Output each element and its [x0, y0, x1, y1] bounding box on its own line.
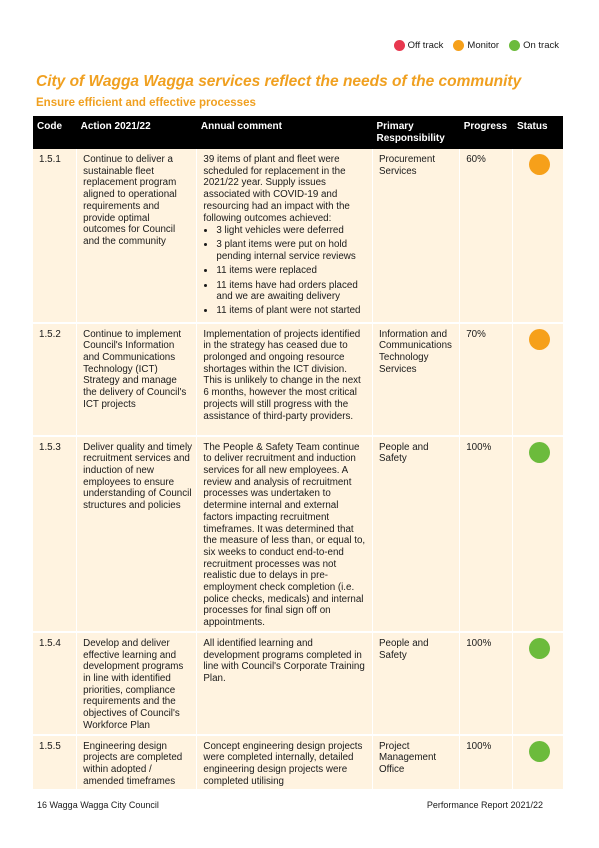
row-responsibility: Project Management Office: [372, 735, 459, 791]
legend-off-track: [394, 40, 444, 51]
row-status: [513, 323, 563, 436]
row-action: Develop and deliver effective learning and development programs in line with identified priorities, compliance requirements and the objectives of Council's Workforce Plan: [77, 632, 197, 735]
legend-on-track: [509, 40, 559, 51]
legend-on-track-label: On track: [523, 40, 559, 51]
row-responsibility: People and Safety: [372, 436, 459, 632]
row-status: [513, 632, 563, 735]
status-indicator-icon: [529, 329, 550, 350]
header-comment: Annual comment: [197, 116, 373, 149]
legend-monitor: [453, 40, 499, 51]
table-row: [33, 149, 563, 323]
header-code: Code: [33, 116, 77, 149]
footer-report-title: Performance Report 2021/22: [426, 800, 543, 810]
row-status: [513, 436, 563, 632]
status-indicator-icon: [529, 154, 550, 175]
row-comment: Concept engineering design projects were completed internally, detailed engineering design projects were completed utilising: [197, 735, 373, 791]
row-action: Deliver quality and timely recruitment services and induction of new employees to ensure understanding of Council structures and policies: [77, 436, 197, 632]
list-item: • 11 items of plant were not started: [216, 305, 368, 317]
list-item: • 11 items have had orders placed and we are awaiting delivery: [216, 280, 368, 303]
monitor-dot-icon: [453, 40, 464, 51]
row-code: 1.5.2: [33, 323, 77, 436]
row-responsibility: People and Safety: [372, 632, 459, 735]
row-progress: 100%: [460, 436, 513, 632]
row-comment: All identified learning and development programs completed in line with Council's Corporate Training Plan.: [197, 632, 373, 735]
header-status: Status: [513, 116, 563, 149]
status-legend: [394, 40, 559, 51]
page-heading: City of Wagga Wagga services reflect the needs of the community: [36, 73, 522, 90]
legend-off-track-label: Off track: [407, 40, 444, 51]
table-row: [33, 735, 563, 791]
status-indicator-icon: [529, 442, 550, 463]
row-comment: The People & Safety Team continue to deliver recruitment and induction services for all new employees. A review and analysis of recruitment processes was undertaken to determine internal and external factors impacting recruitment timeframes. It was determined that the measure of less than, or equal to, six weeks to conduct end-to-end recruitment processes was not realistic due to delays in pre-employment check completion (i.e. police checks, medicals) and internal processes for final sign off on appointments.: [197, 436, 373, 632]
row-comment-text: 39 items of plant and fleet were scheduled for replacement in the 2021/22 year. Supply issues associated with COVID-19 and resourcing had an impact with the following outcomes achieved:: [203, 154, 350, 224]
table-row: [33, 632, 563, 735]
table-row: [33, 323, 563, 436]
row-comment: [197, 149, 373, 323]
row-code: 1.5.1: [33, 149, 77, 323]
row-progress: 100%: [460, 632, 513, 735]
actions-table: [33, 116, 563, 791]
legend-monitor-label: Monitor: [467, 40, 500, 51]
table-row: [33, 436, 563, 632]
row-progress: 100%: [460, 735, 513, 791]
list-item: • 11 items were replaced: [216, 265, 368, 277]
off-track-dot-icon: [394, 40, 405, 51]
page-subheading: Ensure efficient and effective processes: [36, 97, 256, 109]
row-action: Engineering design projects are completed within adopted / amended timeframes: [77, 735, 197, 791]
row-responsibility: Information and Communications Technology Services: [372, 323, 459, 436]
on-track-dot-icon: [509, 40, 520, 51]
comment-bullet-list: [203, 225, 368, 317]
header-progress: Progress: [460, 116, 513, 149]
footer-page-label: 16 Wagga Wagga City Council: [37, 800, 159, 810]
header-responsibility: Primary Responsibility: [372, 116, 459, 149]
row-code: 1.5.5: [33, 735, 77, 791]
list-item: • 3 light vehicles were deferred: [216, 225, 368, 237]
status-indicator-icon: [529, 741, 550, 762]
row-progress: 60%: [460, 149, 513, 323]
header-action: Action 2021/22: [77, 116, 197, 149]
row-progress: 70%: [460, 323, 513, 436]
row-code: 1.5.4: [33, 632, 77, 735]
row-status: [513, 149, 563, 323]
status-indicator-icon: [529, 638, 550, 659]
row-code: 1.5.3: [33, 436, 77, 632]
list-item: • 3 plant items were put on hold pending internal service reviews: [216, 239, 368, 262]
row-comment: Implementation of projects identified in the strategy has ceased due to prolonged and ongoing resource shortages within the ICT division. This is unlikely to change in the next 6 months, however the most critical projects will still progress with the assistance of third-party providers.: [197, 323, 373, 436]
row-action: Continue to implement Council's Information and Communications Technology (ICT) Strategy and manage the delivery of Council's ICT projects: [77, 323, 197, 436]
row-action: Continue to deliver a sustainable fleet replacement program aligned to operational requirements and provide optimal outcomes for Council and the community: [77, 149, 197, 323]
row-status: [513, 735, 563, 791]
row-responsibility: Procurement Services: [372, 149, 459, 323]
table-header-row: [33, 116, 563, 149]
